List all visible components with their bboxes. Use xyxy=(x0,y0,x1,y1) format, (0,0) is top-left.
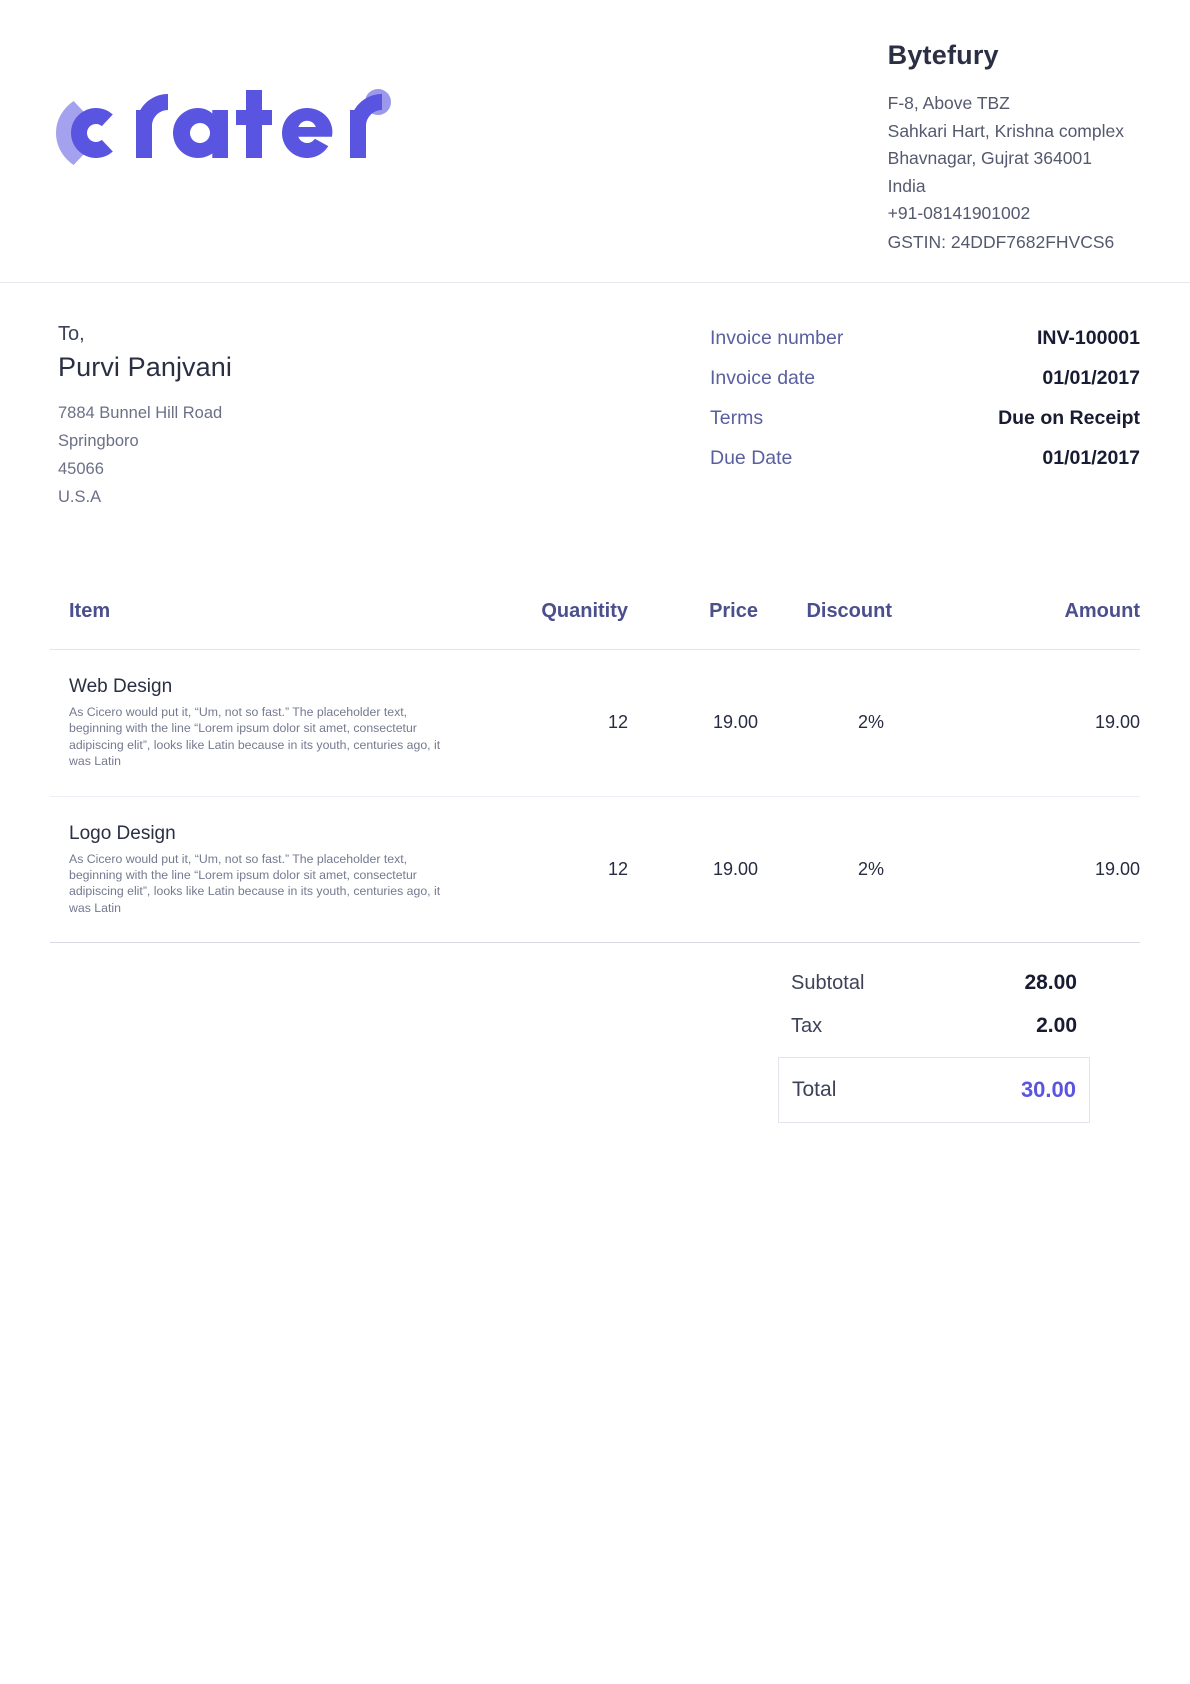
company-gstin: GSTIN: 24DDF7682FHVCS6 xyxy=(887,231,1115,252)
company-block xyxy=(888,34,1124,256)
subtotal-value: 28.00 xyxy=(1024,971,1077,995)
line-items-table xyxy=(50,599,1140,943)
tax-row xyxy=(778,1014,1090,1038)
crater-logo xyxy=(50,34,490,186)
table-row xyxy=(50,650,1140,797)
bill-to-block xyxy=(58,323,618,511)
table-cell-price: 19.00 xyxy=(650,650,780,797)
table-header-row xyxy=(50,599,1140,650)
grand-total-label: Total xyxy=(792,1078,837,1102)
invoice-meta xyxy=(710,323,1140,511)
column-header-item: Item xyxy=(50,599,500,650)
table-cell-item xyxy=(50,650,500,797)
client-name: Purvi Panjvani xyxy=(58,352,232,382)
tax-label: Tax xyxy=(791,1015,823,1038)
column-header-discount: Discount xyxy=(780,599,970,650)
column-header-amount: Amount xyxy=(970,599,1140,650)
meta-row-invoice-number xyxy=(710,327,1140,350)
meta-value-invoice-number: INV-100001 xyxy=(1037,327,1140,349)
meta-value-terms: Due on Receipt xyxy=(998,407,1140,429)
item-name: Logo Design xyxy=(69,822,176,844)
grand-total-value: 30.00 xyxy=(1020,1077,1076,1103)
table-cell-amount: 19.00 xyxy=(970,796,1140,943)
meta-label-terms: Terms xyxy=(710,407,764,429)
meta-row-due-date xyxy=(710,447,1140,470)
table-cell-item xyxy=(50,796,500,943)
company-address-line-2: Sahkari Hart, Krishna complex xyxy=(887,120,1124,141)
table-cell-price: 19.00 xyxy=(650,796,780,943)
table-cell-discount: 2% xyxy=(780,650,970,797)
meta-label-invoice-date: Invoice date xyxy=(710,367,816,389)
client-address-line-3: 45066 xyxy=(58,460,104,478)
company-address-line-3: Bhavnagar, Gujrat 364001 xyxy=(887,148,1092,168)
company-address-line-4: India xyxy=(887,175,926,196)
table-cell-quantity: 12 xyxy=(500,796,650,943)
subtotal-label: Subtotal xyxy=(791,972,865,995)
grand-total-row xyxy=(778,1057,1090,1123)
column-header-price: Price xyxy=(650,599,780,650)
table-header xyxy=(50,599,1140,650)
meta-label-due-date: Due Date xyxy=(710,447,793,469)
invoice-details-section xyxy=(0,283,1190,511)
totals-section xyxy=(0,971,1090,1123)
client-address-line-1: 7884 Bunnel Hill Road xyxy=(58,404,223,422)
table-row xyxy=(50,796,1140,943)
client-address-line-4: U.S.A xyxy=(58,488,102,506)
meta-row-terms xyxy=(710,407,1140,430)
to-label: To, xyxy=(58,323,85,345)
tax-value: 2.00 xyxy=(1036,1014,1077,1038)
item-name: Web Design xyxy=(69,676,173,697)
item-description: As Cicero would put it, “Um, not so fast.” The placeholder text, beginning with the line “Lorem ipsum dolor sit amet, consectetur adipiscing elit”, looks like Latin because in its youth, centuries ago, it was Latin xyxy=(69,705,441,769)
meta-label-invoice-number: Invoice number xyxy=(710,327,844,349)
column-header-quantity: Quanitity xyxy=(500,599,650,650)
table-cell-amount: 19.00 xyxy=(970,650,1140,797)
company-phone: +91-08141901002 xyxy=(887,203,1031,223)
item-description: As Cicero would put it, “Um, not so fast.” The placeholder text, beginning with the line “Lorem ipsum dolor sit amet, consectetur adipiscing elit”, looks like Latin because in its youth, centuries ago, it was Latin xyxy=(69,851,441,915)
meta-value-invoice-date: 01/01/2017 xyxy=(1042,367,1140,389)
company-address-line-1: F-8, Above TBZ xyxy=(887,93,1010,113)
subtotal-row xyxy=(778,971,1090,995)
invoice-header xyxy=(0,0,1190,283)
table-body xyxy=(50,650,1140,943)
table-cell-quantity: 12 xyxy=(500,650,650,797)
client-address-line-2: Springboro xyxy=(58,432,139,450)
table-cell-discount: 2% xyxy=(780,796,970,943)
crater-logo-icon xyxy=(50,86,490,186)
company-name: Bytefury xyxy=(887,40,999,70)
meta-value-due-date: 01/01/2017 xyxy=(1042,447,1140,469)
meta-row-invoice-date xyxy=(710,367,1140,390)
